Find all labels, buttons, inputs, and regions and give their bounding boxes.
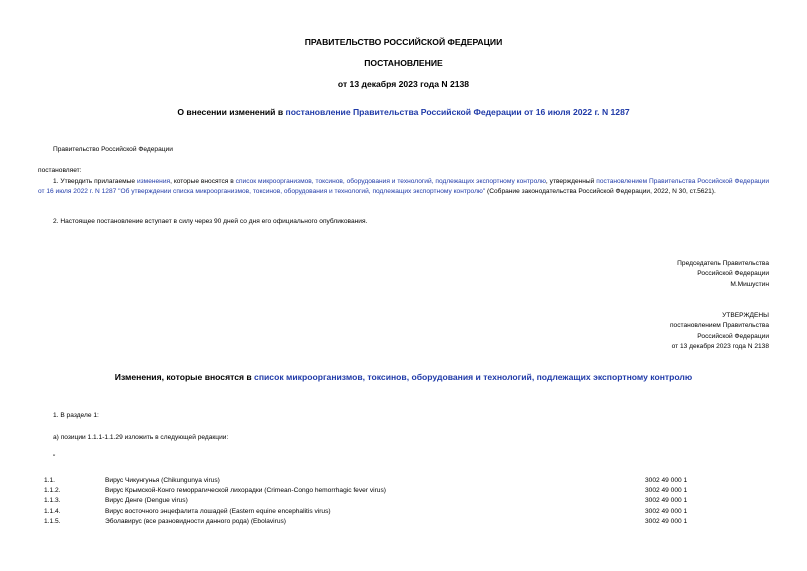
row-number: 1.1.5. [44,518,61,525]
row-name: Вирус Денге (Dengue virus) [105,497,188,504]
table-row [0,487,807,497]
decides-text: постановляет: [38,167,82,174]
row-code: 3002 49 000 1 [645,487,688,494]
row-name: Вирус Крымской-Конго геморрагической лихорадки (Crimean-Congo hemorrhagic fever virus) [105,487,386,494]
section-heading: 1. В разделе 1: [53,412,99,419]
changes-title [0,372,807,382]
row-name: Вирус восточного энцефалита лошадей (Eastern equine encephalitis virus) [105,508,331,515]
table-row [0,508,807,518]
paragraph-1: 1. Утвердить прилагаемые изменения, которые вносятся в список микроорганизмов, токсинов, оборудования и технологий, подлежащих экспортному контролю, утвержденный постановлением Правительства Российской Федерации от 16 июля 2022 г. N 1287 "Об утверждении списка микроорганизмов, токсинов, оборудования и технологий, подлежащих экспортному контролю" (Собрание законодательства Российской Федерации, 2022, N 30, ст.5621). [38,178,770,196]
document-title [0,107,807,117]
document-type: ПОСТАНОВЛЕНИЕ [364,58,443,68]
row-number: 1.1.3. [44,497,61,504]
row-number: 1.1. [44,477,55,484]
approval-date: от 13 декабря 2023 года N 2138 [671,343,769,351]
approval-organization: Российской Федерации [697,332,769,340]
item-a-text: а) позиции 1.1.1-1.1.29 изложить в следующей редакции: [53,434,229,441]
table-row [0,518,807,528]
table-row [0,497,807,507]
row-number: 1.1.4. [44,508,61,515]
row-code: 3002 49 000 1 [645,477,688,484]
row-name: Вирус Чикунгунья (Chikungunya virus) [105,477,220,484]
approval-heading: УТВЕРЖДЕНЫ [722,312,769,319]
amended-decree-link[interactable]: постановление Правительства Российской Федерации от 16 июля 2022 г. N 1287 [285,107,630,117]
row-number: 1.1.2. [44,487,61,494]
control-list-link[interactable]: список микроорганизмов, токсинов, оборудования и технологий, подлежащих экспортному контролю [235,178,546,185]
changes-title-prefix: Изменения, которые вносятся в [114,372,255,382]
document-date-number: от 13 декабря 2023 года N 2138 [337,79,470,89]
issuer-text: Правительство Российской Федерации [53,146,173,153]
row-name: Эболавирус (все разновидности данного рода) (Ebolavirus) [105,518,287,525]
paragraph-2: 2. Настоящее постановление вступает в силу через 90 дней со дня его официального опубликования. [53,218,368,225]
changes-list-link[interactable]: список микроорганизмов, токсинов, оборудования и технологий, подлежащих экспортному контролю [254,372,693,382]
signature-name: М.Мишустин [730,280,769,288]
row-code: 3002 49 000 1 [645,497,688,504]
signature-organization: Российской Федерации [697,270,769,278]
row-code: 3002 49 000 1 [645,518,688,525]
changes-link[interactable]: изменения [136,178,171,185]
government-heading: ПРАВИТЕЛЬСТВО РОССИЙСКОЙ ФЕДЕРАЦИИ [304,37,503,47]
decree-1287-link[interactable]: постановлением Правительства Российской Федерации от 16 июля 2022 г. N 1287 "Об утверждении списка микроорганизмов, токсинов, оборудования и технологий, подлежащих экспортному контролю" [38,178,770,196]
approval-by: постановлением Правительства [669,322,769,330]
row-code: 3002 49 000 1 [645,508,688,515]
document-title-prefix: О внесении изменений в [177,107,286,117]
signature-block [677,259,769,290]
signature-position: Председатель Правительства [677,260,769,267]
table-row [0,477,807,487]
approval-block [670,311,769,353]
opening-quote: " [53,454,56,461]
